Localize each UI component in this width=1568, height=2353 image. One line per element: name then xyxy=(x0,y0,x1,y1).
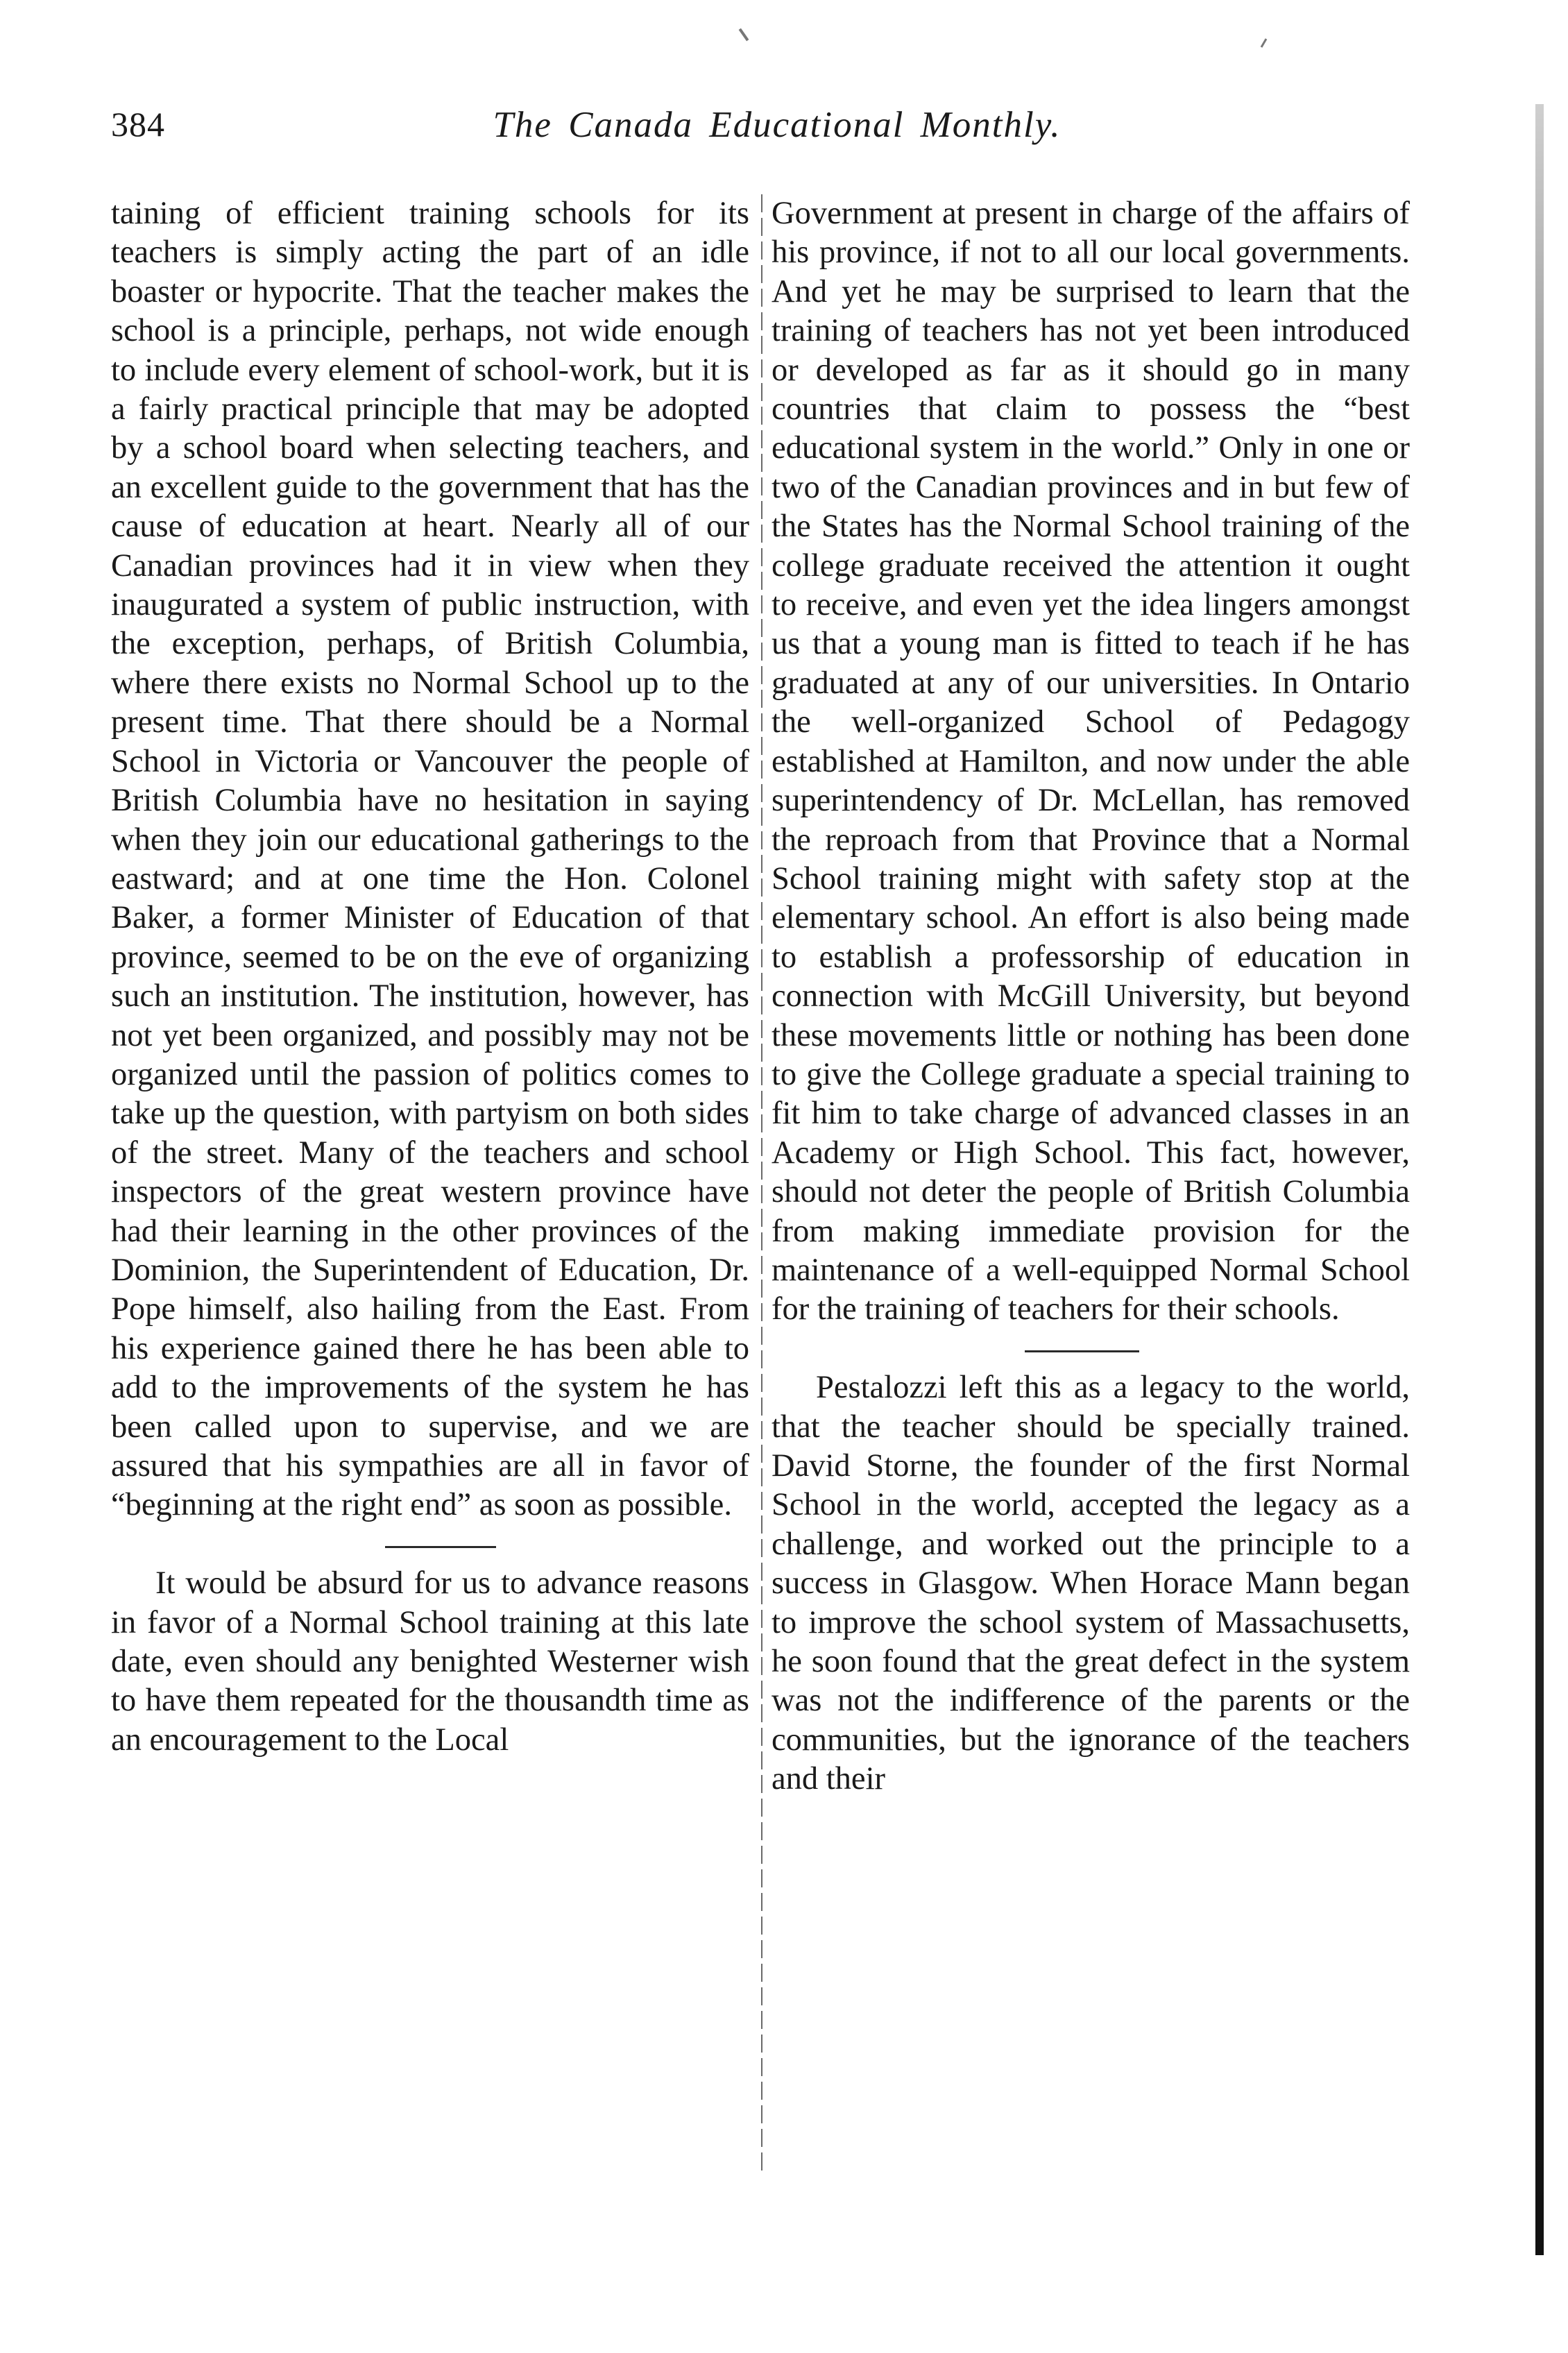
page-header xyxy=(111,104,1415,160)
right-paragraph-2: Pestalozzi left this as a legacy to the world, that the teacher should be specially trained. David Storne, the founder of the first Normal School in the world, accepted the legacy as a challenge, and worked out the principle to a success in Glasgow. When Horace Mann began to improve the school system of Massachusetts, he soon found that the great defect in the system was not the indifference of the parents or the communities, but the ignorance of the teachers and their xyxy=(772,1370,1410,1797)
right-paragraph-1: Government at present in charge of the affairs of his province, if not to all our local governments. And yet he may be surprised to learn that the training of teachers has not yet been introduced or developed as far as it should go in many countries that claim to possess the “best educational system in the world.” Only in one or two of the Canadian provinces and in but few of the States has the Normal School training of the college graduate received the attention it ought to receive, and even yet the idea lingers amongst us that a young man is fitted to teach if he has graduated at any of our universities. In Ontario the well-organized School of Pedagogy established at Hamilton, and now under the able superintendency of Dr. McLellan, has removed the reproach from that Province that a Normal School training might with safety stop at the elementary school. An effort is also being made to establish a professorship of education in connection with McGill University, but beyond these movements little or nothing has been done to give the College graduate a special training to fit him to take charge of advanced classes in an Academy or High School. This fact, however, should not deter the people of British Columbia from making immediate provision for the maintenance of a well-equipped Normal School for the training of teachers for their schools. xyxy=(772,196,1410,1327)
left-paragraph-1: taining of efficient training schools for its teachers is simply acting the part of an idle boaster or hypocrite. That the teacher makes the school is a principle, perhaps, not wide enough to include every element of school-work, but it is a fairly practical principle that may be adopted by a school board when selecting teachers, and an excellent guide to the government that has the cause of education at heart. Nearly all of our Canadian provinces had it in view when they inaugurated a system of public instruction, with the exception, perhaps, of British Columbia, where there exists no Normal School up to the present time. That there should be a Normal School in Victoria or Vancouver the people of British Columbia have no hesitation in saying when they join our educational gatherings to the eastward; and at one time the Hon. Colonel Baker, a former Minister of Education of that province, seemed to be on the eve of organizing such an institution. The institution, however, has not yet been organized, and possibly may not be organized until the passion of politics comes to take up the question, with partyism on both sides of the street. Many of the teachers and school inspectors of the great western province have had their learning in the other provinces of the Dominion, the Superintendent of Education, Dr. Pope himself, also hailing from the East. From his experience gained there he has been able to add to the improvements of the system he has been called upon to supervise, and we are assured that his sympathies are all in favor of “beginning at the right end” as soon as possible. xyxy=(111,196,749,1523)
left-paragraph-2: It would be absurd for us to advance reasons in favor of a Normal School training at this late date, even should any benighted Westerner wish to have them repeated for the thousandth time as an encouragement to the Local xyxy=(111,1565,749,1758)
print-speck xyxy=(739,28,749,42)
section-divider xyxy=(111,1525,749,1564)
section-divider xyxy=(772,1330,1410,1368)
right-column xyxy=(772,194,1410,1799)
running-title: The Canada Educational Monthly. xyxy=(493,105,1062,145)
page-binding-edge xyxy=(1535,104,1544,2255)
column-divider xyxy=(761,194,762,2172)
page-number: 384 xyxy=(111,105,165,144)
left-column xyxy=(111,194,749,1760)
print-speck xyxy=(1261,38,1268,48)
